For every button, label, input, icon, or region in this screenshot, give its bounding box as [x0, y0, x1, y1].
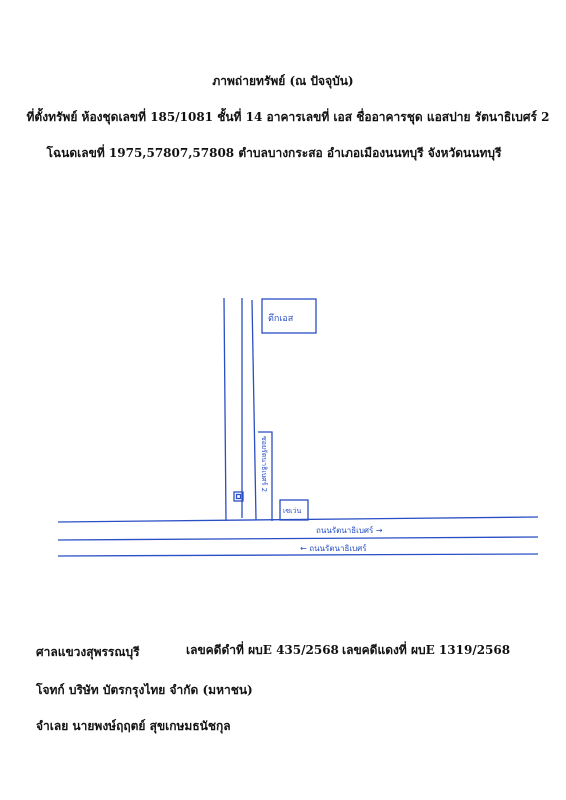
- title-deed-info: โฉนดเลขที่ 1975,57807,57808 ตำบลบางกระสอ อำเภอเมืองนนทบุรี จังหวัดนนทบุรี: [46, 146, 502, 160]
- plaintiff: โจทก์ บริษัท บัตรกรุงไทย จำกัด (มหาชน): [36, 683, 253, 697]
- soi-right-line: [252, 300, 256, 520]
- shop-label: เซเว่น: [283, 507, 302, 515]
- road-label-outbound: ถนนรัตนาธิเบศร์ →: [316, 526, 383, 535]
- black-case-number: เลขคดีดำที่ ผบE 435/2568: [186, 643, 339, 657]
- court-name: ศาลแขวงสุพรรณบุรี: [36, 645, 140, 659]
- soi-left-line: [224, 298, 226, 521]
- building-label: ตึกเอส: [268, 314, 294, 324]
- red-case-number: เลขคดีแดงที่ ผบE 1319/2568: [342, 643, 511, 657]
- road-label-inbound: ← ถนนรัตนาธิเบศร์: [300, 544, 367, 553]
- page-title: ภาพถ่ายทรัพย์ (ณ ปัจจุบัน): [212, 74, 354, 88]
- road-line-middle: [58, 537, 538, 540]
- soi-label: ซอยรัตนาธิเบศร์ 2: [260, 436, 268, 493]
- property-location: ที่ตั้งทรัพย์ ห้องชุดเลขที่ 185/1081 ชั้นที่ 14 อาคารเลขที่ เอส ชื่ออาคารชุด แอสปาย รัตนาธิเบศร์ 2: [26, 110, 550, 124]
- road-line-top: [58, 517, 538, 522]
- road-line-bottom: [58, 554, 538, 556]
- defendant: จำเลย นายพงษ์ฤฤตย์ สุขเกษมธนัชกุล: [36, 719, 231, 733]
